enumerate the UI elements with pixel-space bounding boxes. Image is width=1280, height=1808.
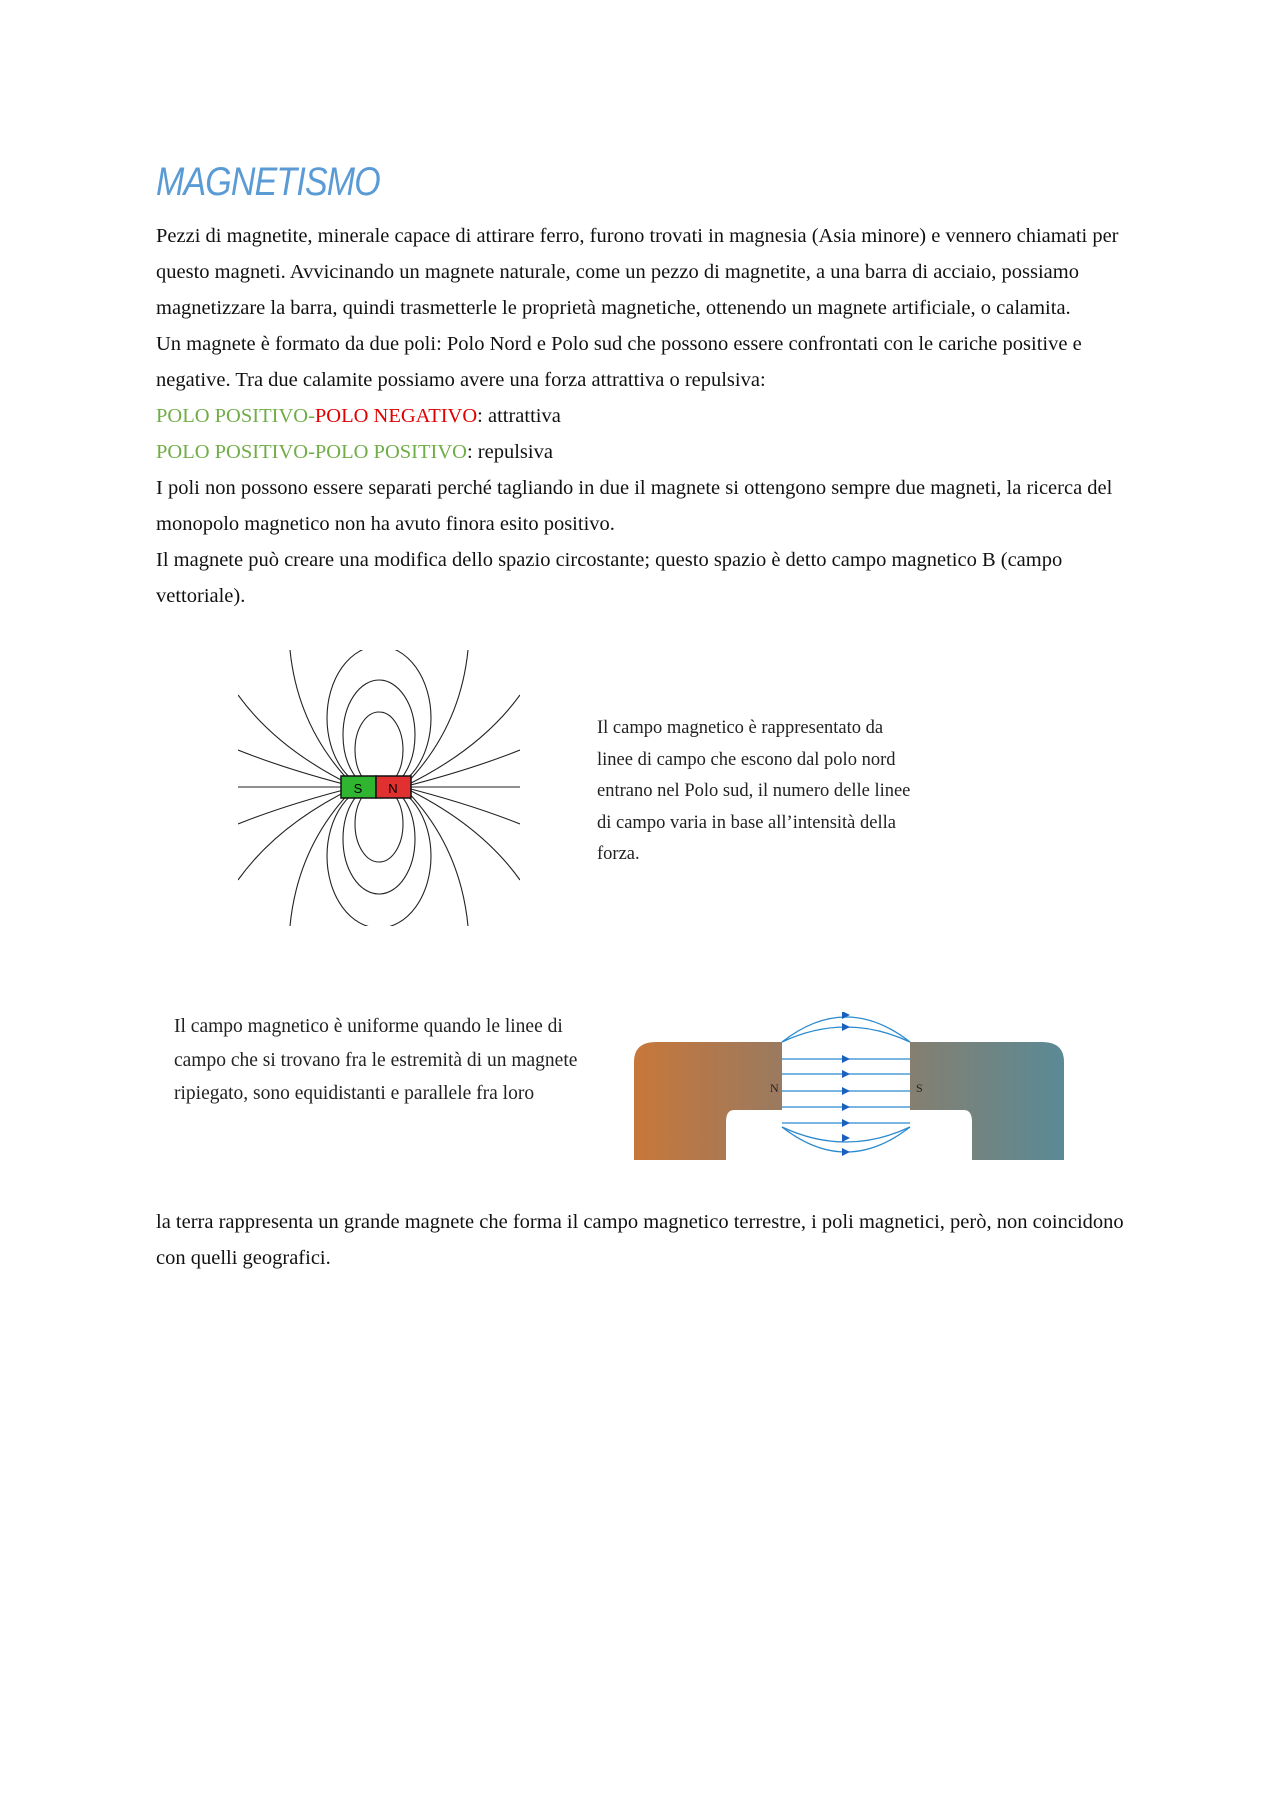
rule-pole-b: POLO NEGATIVO [314, 405, 478, 427]
figure2-caption: Il campo magnetico è uniforme quando le linee di campo che si trovano fra le estremità di un magnete ripiegato, sono equidistanti e parallele fra loro [174, 1016, 578, 1104]
rule-repulsive [156, 434, 1136, 470]
rule-pole-b: POLO POSITIVO [314, 441, 467, 463]
rule-result: : repulsiva [466, 441, 553, 463]
rule-pole-a: POLO POSITIVO [156, 441, 309, 463]
rule-pole-a: POLO POSITIVO [156, 405, 309, 427]
paragraph-field: Il magnete può creare una modifica dello spazio circostante; questo spazio è detto campo magnetico B (campo vettoriale). [156, 549, 1063, 607]
south-label: S [353, 781, 363, 796]
paragraph-monopole: I poli non possono essere separati perché tagliando in due il magnete si ottengono sempre due magneti, la ricerca del monopolo magnetico non ha avuto finora esito positivo. [156, 477, 1113, 535]
page-title: MAGNETISMO [156, 160, 380, 204]
rule-result: : attrattiva [477, 405, 561, 427]
north-label: N [770, 1081, 779, 1095]
north-label: N [388, 781, 398, 796]
body-text [156, 218, 1136, 614]
north-arm [634, 1042, 782, 1160]
bar-magnet-field-diagram [238, 650, 520, 926]
paragraph-magnetite: Pezzi di magnetite, minerale capace di attirare ferro, furono trovati in magnesia (Asia minore) e vennero chiamati per questo magneti. Avvicinando un magnete naturale, come un pezzo di magnetite, a una barra di acciaio, possiamo magnetizzare la barra, quindi trasmetterle le proprietà magnetiche, ottenendo un magnete artificiale, o calamita. [156, 225, 1119, 319]
south-arm [910, 1042, 1064, 1160]
paragraph-poles: Un magnete è formato da due poli: Polo Nord e Polo sud che possono essere confrontati con le cariche positive e negative. Tra due calamite possiamo avere una forza attrattiva o repulsiva: [156, 333, 1082, 391]
horseshoe-magnet-diagram [634, 1012, 1064, 1160]
rule-sep: - [308, 441, 315, 463]
rule-attractive [156, 398, 1136, 434]
rule-sep: - [308, 405, 315, 427]
uniform-field-lines [782, 1017, 910, 1152]
figure1-caption: Il campo magnetico è rappresentato da linee di campo che escono dal polo nord entrano nel Polo sud, il numero delle linee di campo varia in base all’intensità della forza. [597, 718, 911, 864]
south-label: S [916, 1081, 923, 1095]
paragraph-earth: la terra rappresenta un grande magnete che forma il campo magnetico terrestre, i poli magnetici, però, non coincidono con quelli geografici. [156, 1211, 1124, 1269]
